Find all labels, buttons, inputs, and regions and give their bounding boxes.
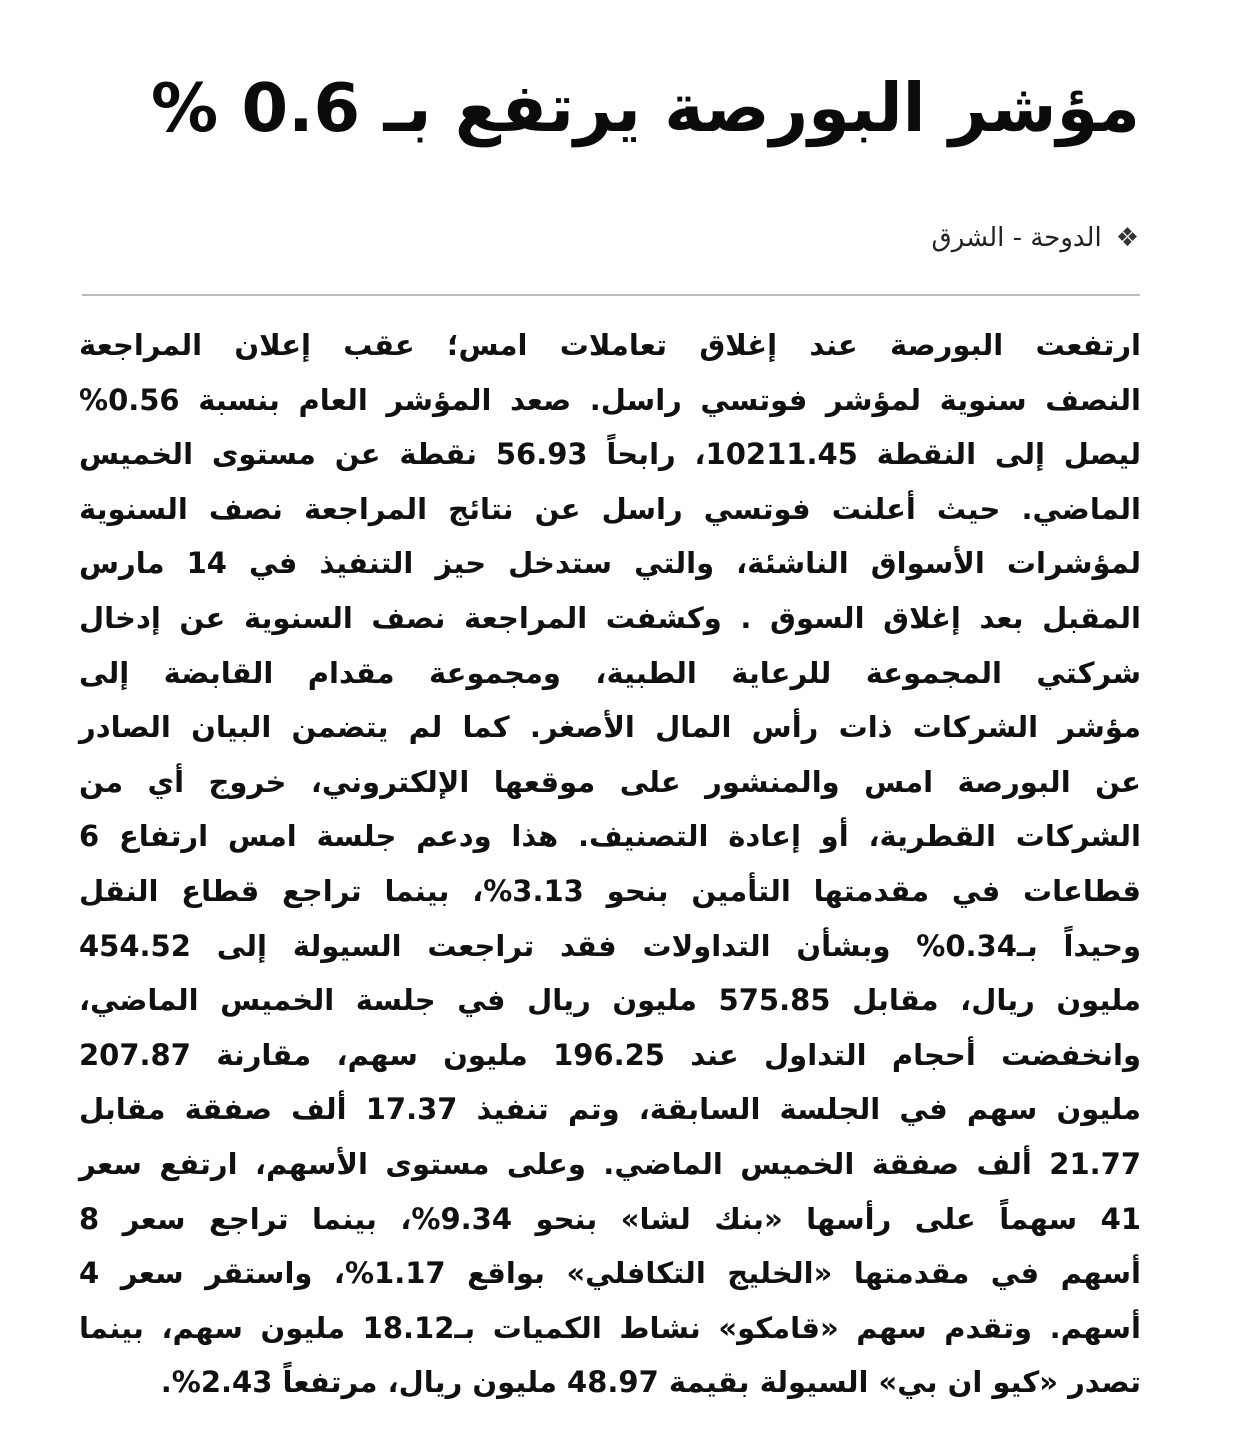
- body-line: 41 سهماً على رأسها «بنك لشا» بنحو 9.34%، بينما تراجع سعر 8: [79, 1201, 1141, 1236]
- body-line: تصدر «كيو ان بي» السيولة بقيمة 48.97 مليون ريال، مرتفعاً 2.43%.: [160, 1365, 1141, 1400]
- body-line: قطاعات في مقدمتها التأمين بنحو 3.13%، بينما تراجع قطاع النقل: [79, 873, 1141, 908]
- diamond-bullet-icon: ❖: [1115, 223, 1139, 253]
- body-line: مليون ريال، مقابل 575.85 مليون ريال في جلسة الخميس الماضي،: [79, 983, 1141, 1018]
- body-line: 21.77 ألف صفقة الخميس الماضي. وعلى مستوى الأسهم، ارتفع سعر: [79, 1146, 1141, 1181]
- body-line: لمؤشرات الأسواق الناشئة، والتي ستدخل حيز التنفيذ في 14 مارس: [79, 546, 1141, 581]
- body-line: ارتفعت البورصة عند إغلاق تعاملات امس؛ عقب إعلان المراجعة: [79, 328, 1141, 362]
- byline-text: الدوحة - الشرق: [931, 223, 1102, 253]
- body-line: المقبل بعد إغلاق السوق . وكشفت المراجعة نصف السنوية عن إدخال: [79, 600, 1141, 635]
- article-byline: [932, 218, 1139, 258]
- body-line: الماضي. حيث أعلنت فوتسي راسل عن نتائج المراجعة نصف السنوية: [79, 491, 1141, 526]
- article-body: [79, 318, 1141, 1410]
- body-line: مؤشر الشركات ذات رأس المال الأصغر. كما لم يتضمن البيان الصادر: [79, 710, 1141, 745]
- body-line: عن البورصة امس والمنشور على موقعها الإلكتروني، خروج أي من: [79, 764, 1141, 799]
- body-line: وانخفضت أحجام التداول عند 196.25 مليون سهم، مقارنة 207.87: [79, 1037, 1141, 1072]
- body-line: مليون سهم في الجلسة السابقة، وتم تنفيذ 17.37 ألف صفقة مقابل: [79, 1092, 1142, 1127]
- body-line: وحيداً بـ0.34% وبشأن التداولات فقد تراجعت السيولة إلى 454.52: [79, 928, 1141, 963]
- body-line: أسهم. وتقدم سهم «قامكو» نشاط الكميات بـ18.12 مليون سهم، بينما: [79, 1310, 1141, 1345]
- body-line: الشركات القطرية، أو إعادة التصنيف. هذا ودعم جلسة امس ارتفاع 6: [79, 819, 1141, 854]
- body-line: شركتي المجموعة للرعاية الطبية، ومجموعة مقدام القابضة إلى: [79, 655, 1141, 690]
- article-headline: مؤشر البورصة يرتفع بـ 0.6 %: [151, 69, 1140, 147]
- body-line: أسهم في مقدمتها «الخليج التكافلي» بواقع 1.17%، واستقر سعر 4: [79, 1256, 1141, 1291]
- divider-line: [82, 294, 1140, 296]
- body-line: النصف سنوية لمؤشر فوتسي راسل. صعد المؤشر العام بنسبة 0.56%: [79, 382, 1141, 417]
- body-line: ليصل إلى النقطة 10211.45، رابحاً 56.93 نقطة عن مستوى الخميس: [79, 437, 1141, 472]
